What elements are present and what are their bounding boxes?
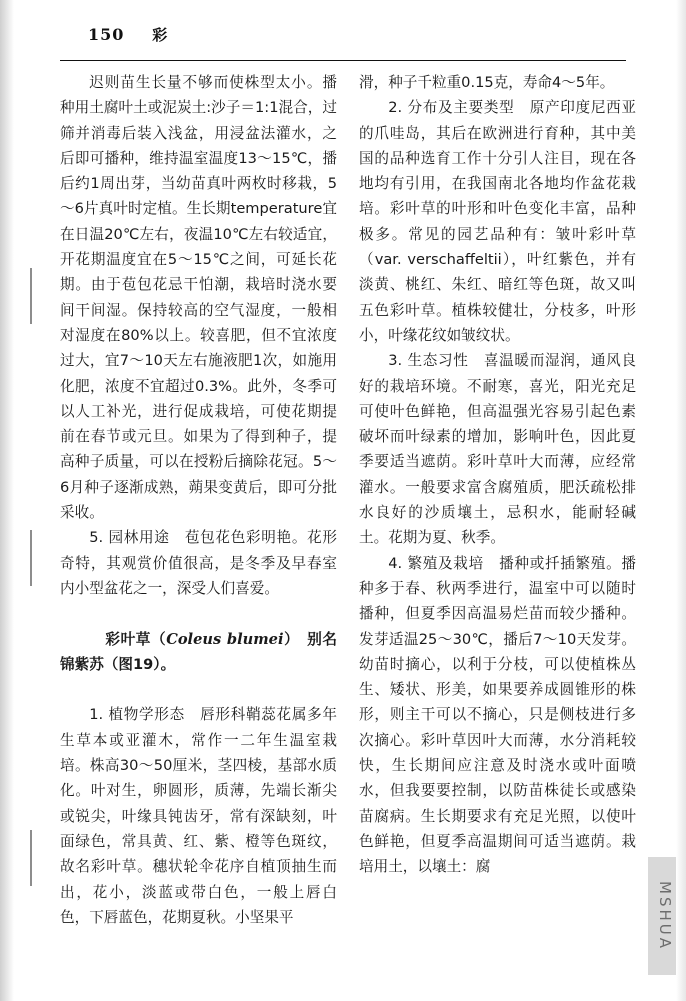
paragraph: 4. 繁殖及栽培 播种或扦插繁殖。播种多于春、秋两季进行，温室中可以随时播种，但夏季因高温易烂苗而较少播种。发芽适温25～30℃，播后7～10天发芽。幼苗时摘心，以利于分枝，可以使植株丛生、矮状、形美，如果要养成圆锥形的株形，则主干可以不摘心，只是侧枝进行多次摘心。彩叶草因叶大而薄，水分消耗较快，生长期间应注意及时浇水或叶面喷水，但我要要控制，以防苗株徒长或感染苗腐病。生长期要求有充足光照，以使叶色鲜艳，但夏季高温期间可适当遮荫。栽培用土，以壤土：腐	[359, 554, 636, 876]
paragraph: 迟则苗生长量不够而使株型太小。播种用土腐叶土或泥炭土:沙子＝1:1混合，过筛并消毒后装入浅盆，用浸盆法灌水，之后即可播种，维持温室温度13～15℃，播后约1周出芽，当幼苗真叶两枚时移栽，5～6片真叶时定植。生长期temperature宜在日温20℃左右，夜温10℃左右较适宜，开花期温度宜在5～15℃之间，可延长花期。由于苞包花忌干怕潮，栽培时浇水要间干间湿。保持较高的空气湿度，一般相对湿度在80%以上。较喜肥，但不宜浓度过大，宜7～10天左右施液肥1次，如施用化肥，浓度不宜超过0.3%。此外，冬季可以人工补光，进行促成栽培，可使花期提前在春节或元旦。如果为了得到种子，提高种子质量，可以在授粉后摘除花冠。5～6月种子逐渐成熟，蒴果变黄后，即可分批采收。	[60, 74, 337, 522]
species-latin-close: ）	[283, 630, 308, 648]
paragraph: 滑，种子千粒重0.15克，寿命4～5年。	[359, 74, 615, 91]
margin-mark	[30, 530, 32, 586]
chapter-title: 彩	[152, 26, 169, 44]
two-column-body	[60, 70, 636, 985]
paragraph: 3. 生态习性 喜温暖而湿润，通风良好的栽培环境。不耐寒，喜光，阳光充足可使叶色鲜艳，但高温强光容易引起色素破坏而叶绿素的增加，影响叶色，因此夏季要适当遮荫。彩叶草叶大而薄，应经常灌水。一般要求富含腐殖质，肥沃疏松排水良好的沙质壤土，忌积水，能耐轻碱土。花期为夏、秋季。	[359, 352, 636, 547]
page-number: 150	[88, 25, 125, 44]
species-heading	[60, 601, 337, 702]
species-latin-name: Coleus blumei	[166, 630, 284, 648]
paragraph: 2. 分布及主要类型 原产印度尼西亚的爪哇岛，其后在欧洲进行育种，其中美国的品种选育工作十分引人注目，现在各地均有引用，在我国南北各地均作盆花栽培。彩叶草的叶形和叶色变化丰富，品种极多。常见的园艺品种有：皱叶彩叶草（var. verschaffeltii），叶红紫色，并有淡黄、桃红、朱红、暗红等色斑，故又叫五色彩叶草。植株较健壮，分枝多，叶形小，叶缘花纹如皱纹状。	[359, 99, 636, 344]
species-name: 彩叶草	[105, 630, 151, 648]
margin-mark	[30, 830, 32, 886]
paragraph: 1. 植物学形态 唇形科鞘蕊花属多年生草本或亚灌木，常作一二年生温室栽培。株高30～50厘米，茎四棱，基部水质化。叶对生，卵圆形，质薄，先端长渐尖或锐尖，叶缘具钝齿牙，常有深缺刻，叶面绿色，常具黄、红、紫、橙等色斑纹，故名彩叶草。穗状轮伞花序自植顶抽生而出，花小，淡蓝或带白色，一般上唇白色，下唇蓝色，花期夏秋。小坚果平	[60, 706, 337, 926]
species-latin-open: （	[151, 630, 167, 648]
page-header	[88, 24, 168, 45]
figure-reference: （图19）。	[103, 655, 176, 673]
left-column	[60, 70, 337, 985]
right-column	[359, 70, 636, 985]
watermark-label: MSHUA	[648, 857, 682, 975]
header-divider-rule	[60, 60, 626, 61]
species-alias: 别名锦紫苏	[60, 630, 337, 673]
paragraph: 5. 园林用途 苞包花色彩明艳。花形奇特，其观赏价值很高，是冬季及早春室内小型盆花之一，深受人们喜爱。	[60, 529, 337, 597]
margin-mark	[30, 268, 32, 324]
